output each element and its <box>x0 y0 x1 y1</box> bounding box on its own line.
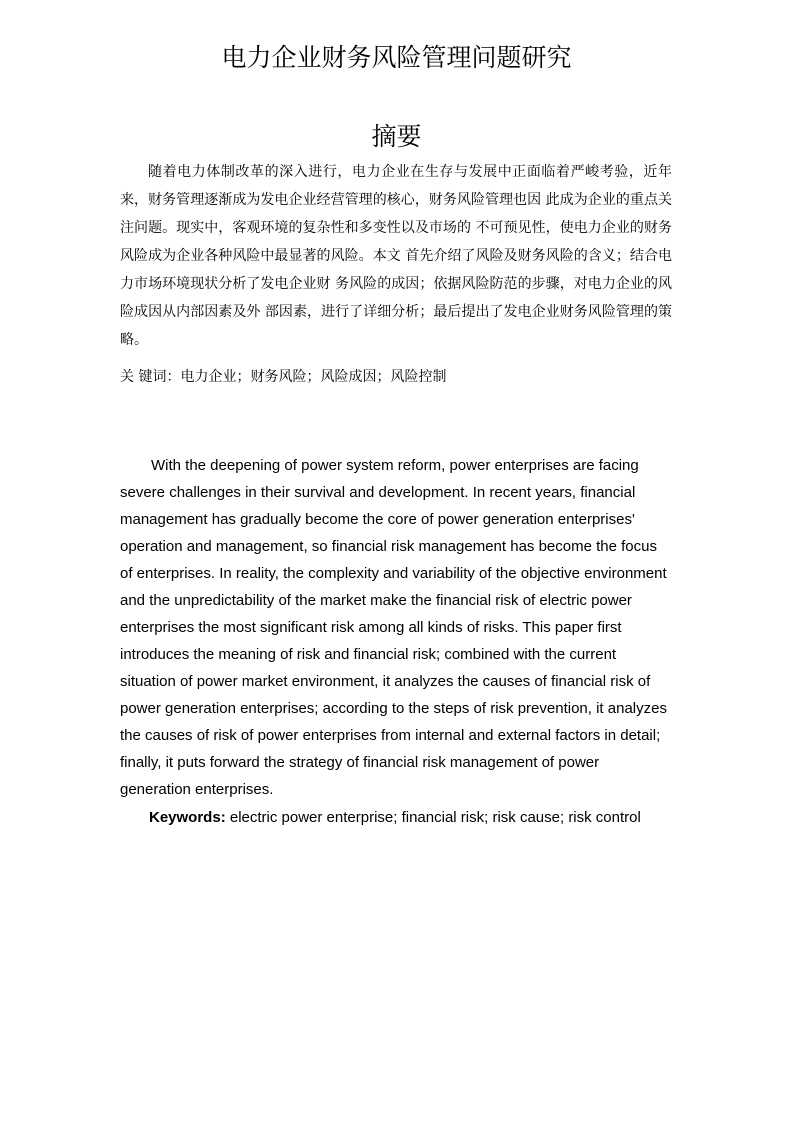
paper-title: 电力企业财务风险管理问题研究 <box>221 43 572 72</box>
abstract-heading: 摘要 <box>371 122 422 151</box>
chinese-abstract: 随着电力体制改革的深入进行，电力企业在生存与发展中正面临着严峻考验，近年来，财务管理逐渐成为发电企业经营管理的核心，财务风险管理也因 此成为企业的重点关注问题。现实中，客观环境的复杂性和多变性以及市场的 不可预见性，使电力企业的财务风险成为企业各种风险中最显著的风险。本文 首先介绍了风险及财务风险的含义；结合电力市场环境现状分析了发电企业财 务风险的成因；依据风险防范的步骤，对电力企业的风险成因从内部因素及外 部因素，进行了详细分析；最后提出了发电企业财务风险管理的策略。 <box>120 164 672 348</box>
english-abstract: With the deepening of power system reform, power enterprises are facing severe challenges in their survival and development. In recent years, financial management has gradually become the core of power generation enterprises' operation and management, so financial risk management has become the focus of enterprises. In reality, the complexity and variability of the objective environment and the unpredictability of the market make the financial risk of electric power enterprises the most significant risk among all kinds of risks. This paper first introduces the meaning of risk and financial risk; combined with the current situation of power market environment, it analyzes the causes of financial risk of power generation enterprises; according to the steps of risk prevention, it analyzes the causes of risk of power enterprises from internal and external factors in detail; finally, it puts forward the strategy of financial risk management of power generation enterprises. <box>120 457 667 798</box>
english-keywords-label: Keywords: <box>149 809 226 826</box>
english-keywords-text: electric power enterprise; financial risk; risk cause; risk control <box>225 809 641 826</box>
chinese-keywords: 关 键词：电力企业；财务风险；风险成因；风险控制 <box>120 369 447 385</box>
english-keywords <box>120 804 672 831</box>
